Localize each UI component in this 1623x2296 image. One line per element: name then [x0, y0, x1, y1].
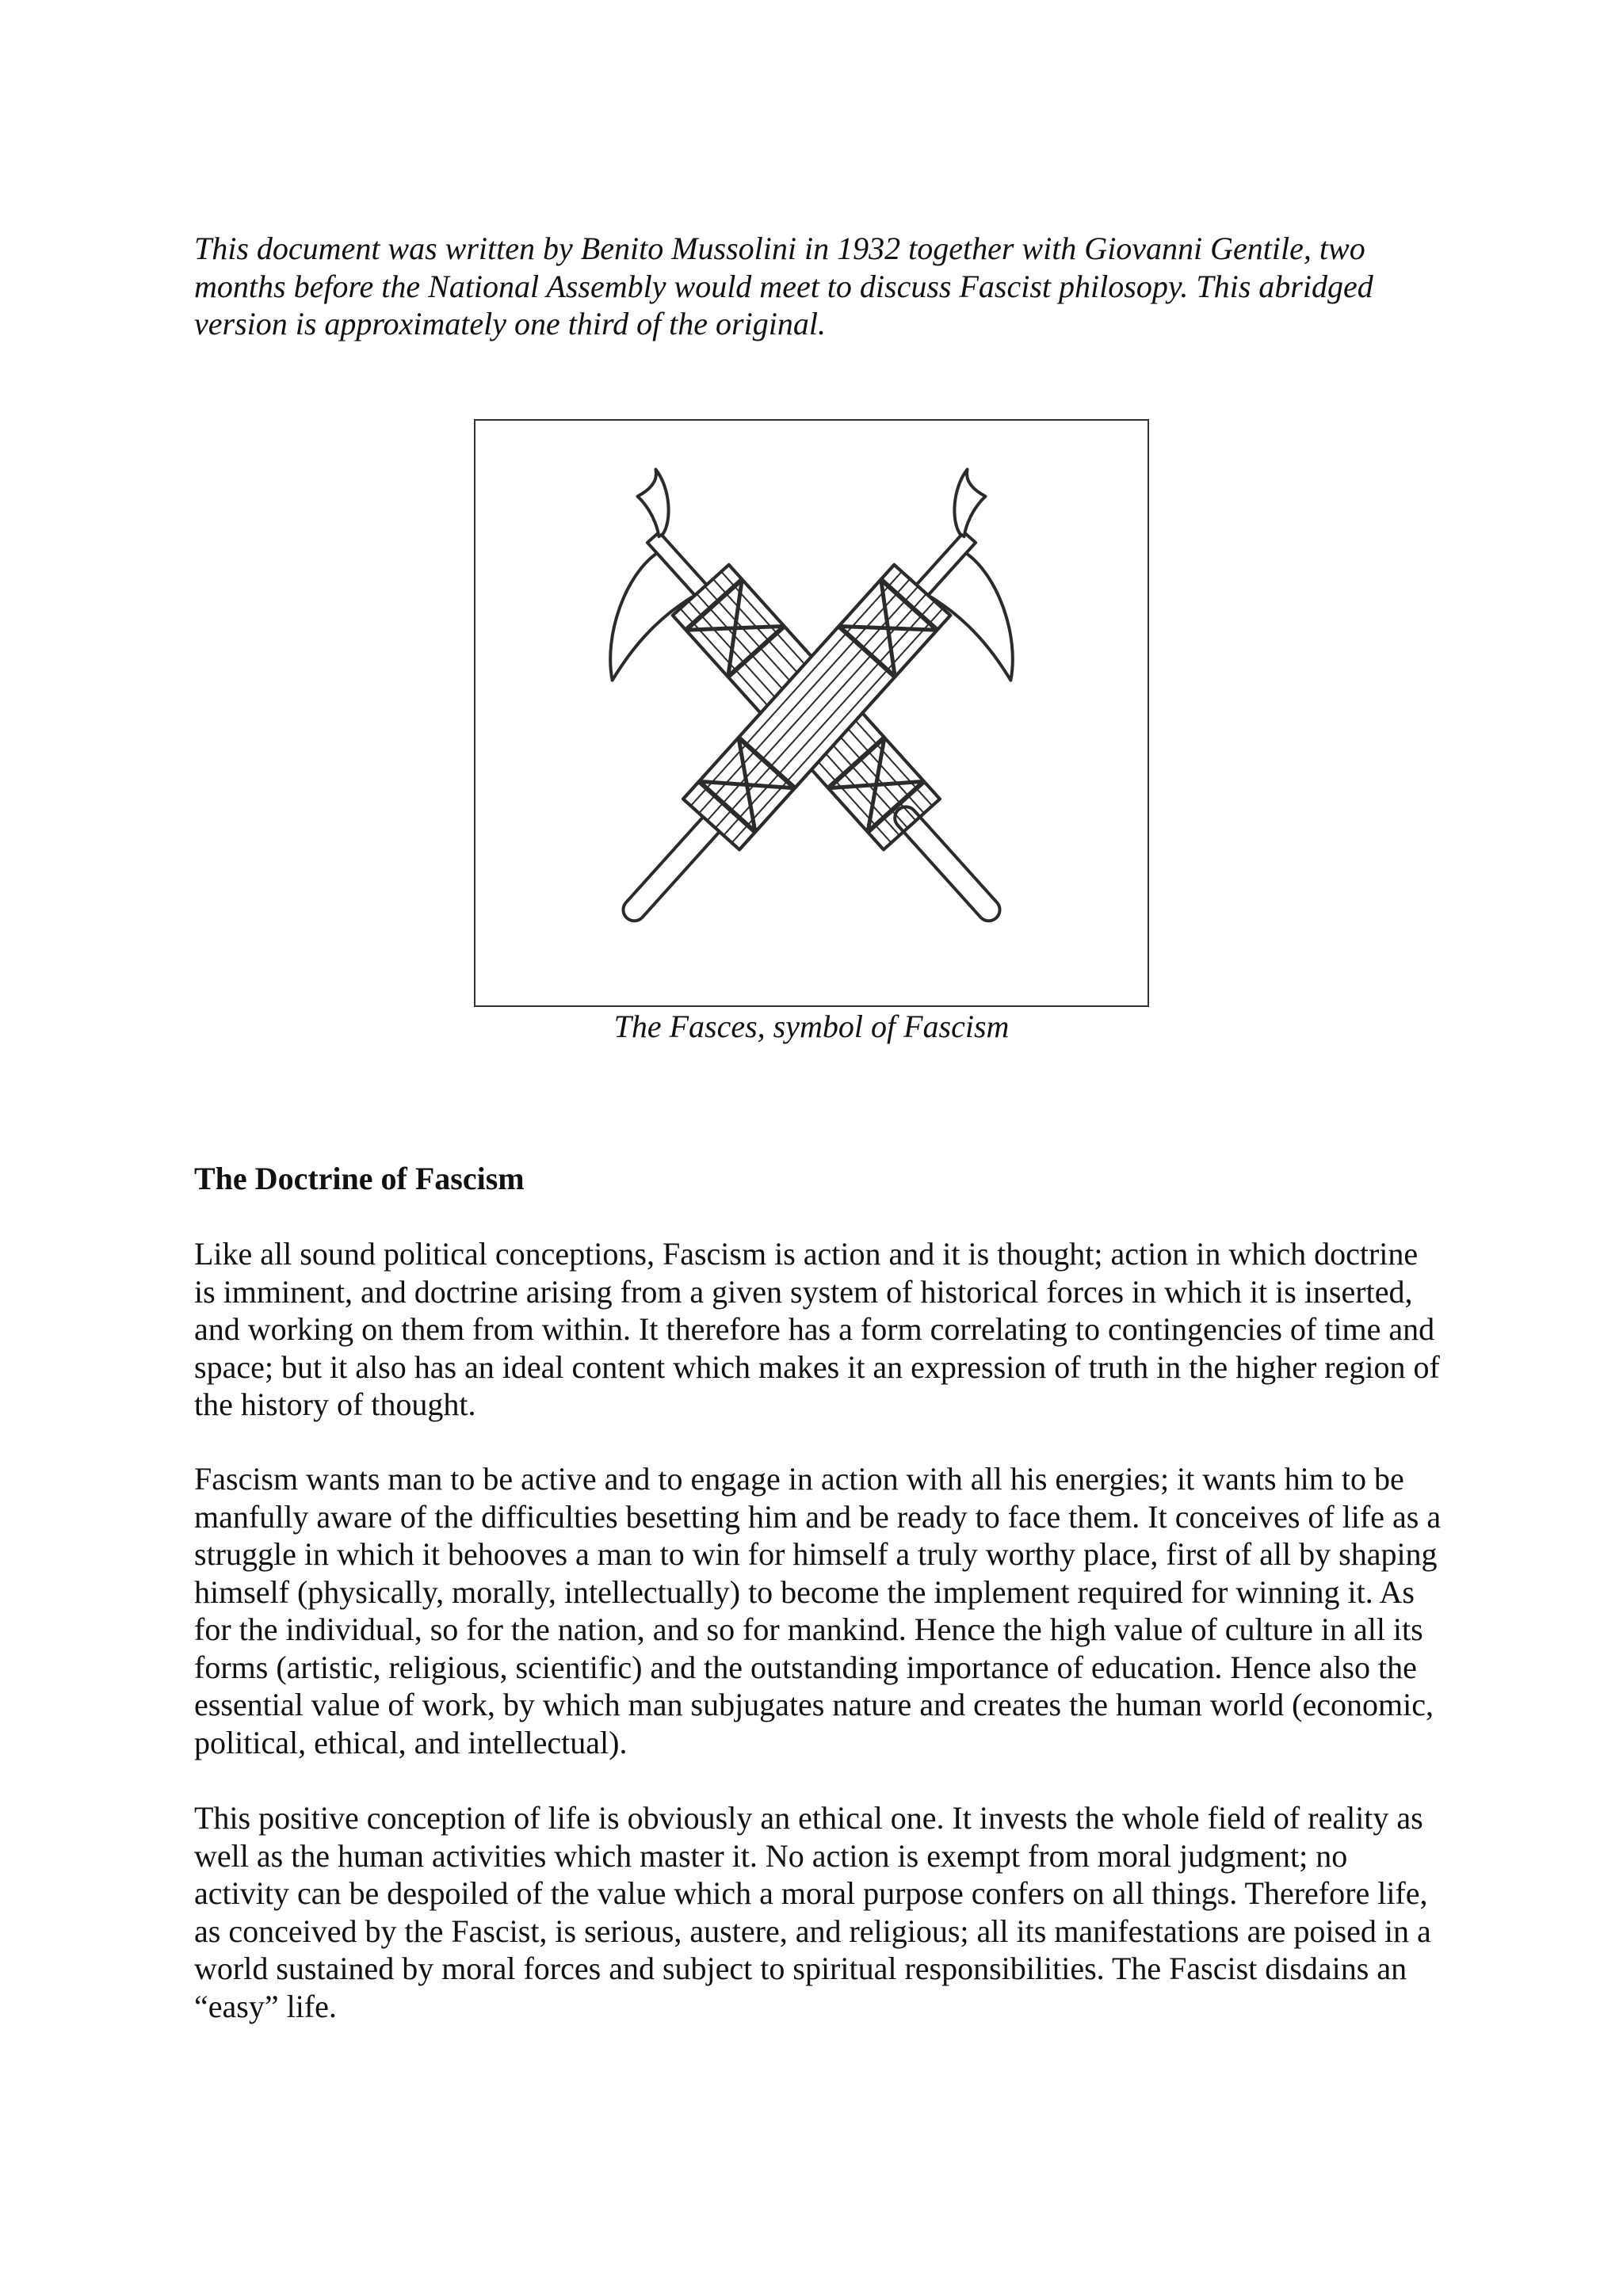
- body-paragraph-3: This positive conception of life is obviously an ethical one. It invests the whole field of reality as well as the human activities which master it. No action is exempt from moral judgment; no activity can be despoiled of the value which a moral purpose confers on all things. Therefore life, as conceived by the Fascist, is serious, austere, and religious; all its manifestations are poised in a world sustained by moral forces and subject to spiritual responsibilities. The Fascist disdains an “easy” life.: [194, 1800, 1431, 2024]
- body-paragraph-1: Like all sound political conceptions, Fascism is action and it is thought; action in which doctrine is imminent, and doctrine arising from a given system of historical forces in which it is inserted, and working on them from within. It therefore has a form correlating to contingencies of time and space; but it also has an ideal content which makes it an expression of truth in the higher region of the history of thought.: [194, 1236, 1440, 1422]
- figure-caption: The Fasces, symbol of Fascism: [613, 1009, 1010, 1044]
- figure-frame: [474, 419, 1149, 1007]
- body-paragraph-2: Fascism wants man to be active and to engage in action with all his energies; it wants him to be manfully aware of the difficulties besetting him and be ready to face them. It conceives of life as a struggle in which it behooves a man to win for himself a truly worthy place, first of all by shaping himself (physically, morally, intellectually) to become the implement required for winning it. As for the individual, so for the nation, and so for mankind. Hence the high value of culture in all its forms (artistic, religious, scientific) and the outstanding importance of education. Hence also the essential value of work, by which man subjugates nature and creates the human world (economic, political, ethical, and intellectual).: [194, 1461, 1442, 1760]
- fasces-icon: [475, 421, 1148, 1005]
- intro-paragraph: This document was written by Benito Mussolini in 1932 together with Giovanni Gentile, two months before the National Assembly would meet to discuss Fascist philosopy. This abridged version is approximately one third of the original.: [194, 231, 1373, 341]
- section-heading: The Doctrine of Fascism: [194, 1161, 525, 1196]
